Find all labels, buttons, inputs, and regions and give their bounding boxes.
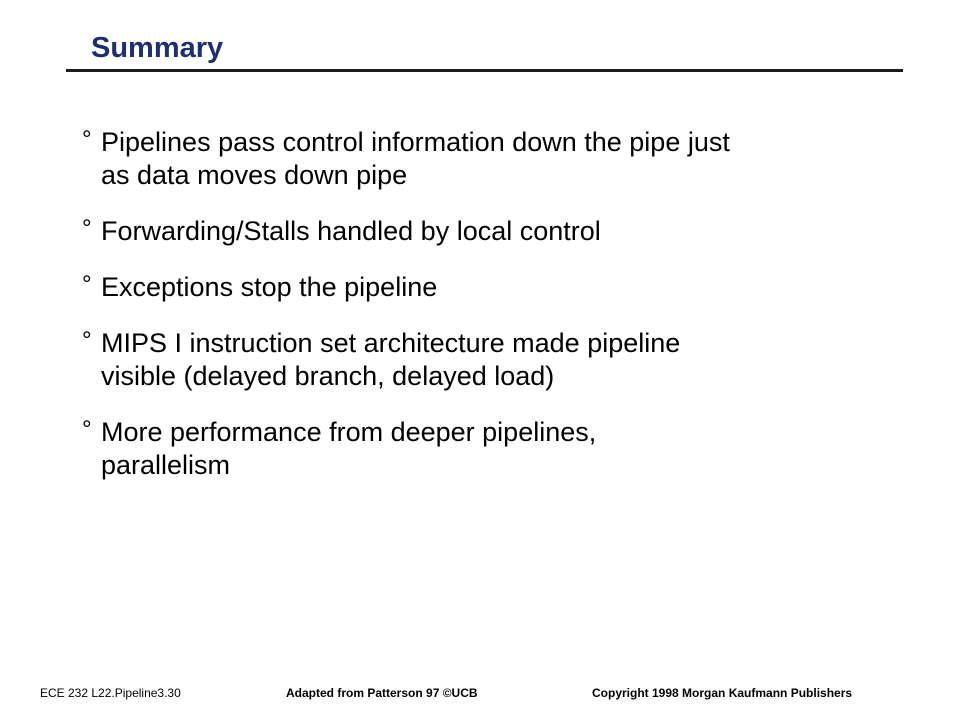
bullet-marker: ° [82, 126, 92, 153]
bullet-list [80, 126, 880, 505]
footer-slide-id: ECE 232 L22.Pipeline3.30 [40, 686, 181, 700]
slide-title: Summary [91, 32, 224, 64]
bullet-text: MIPS I instruction set architecture made pipeline [101, 328, 681, 358]
bullet-item [80, 215, 880, 248]
bullet-text-continued: visible (delayed branch, delayed load) [101, 361, 555, 391]
bullet-marker: ° [82, 416, 92, 443]
bullet-marker: ° [82, 327, 92, 354]
bullet-text: Exceptions stop the pipeline [101, 272, 438, 302]
bullet-text: Forwarding/Stalls handled by local control [101, 216, 601, 246]
title-underline [66, 69, 903, 72]
bullet-text: More performance from deeper pipelines, [101, 417, 597, 447]
footer-copyright: Copyright 1998 Morgan Kaufmann Publishers [592, 686, 853, 700]
bullet-marker: ° [82, 271, 92, 298]
bullet-item [80, 327, 880, 393]
bullet-item [80, 271, 880, 304]
bullet-text: Pipelines pass control information down the pipe just [101, 127, 730, 157]
bullet-marker: ° [82, 215, 92, 242]
bullet-item [80, 416, 880, 482]
bullet-text-continued: parallelism [101, 450, 231, 480]
footer-attribution: Adapted from Patterson 97 ©UCB [286, 686, 478, 700]
bullet-item [80, 126, 880, 192]
bullet-text-continued: as data moves down pipe [101, 160, 408, 190]
